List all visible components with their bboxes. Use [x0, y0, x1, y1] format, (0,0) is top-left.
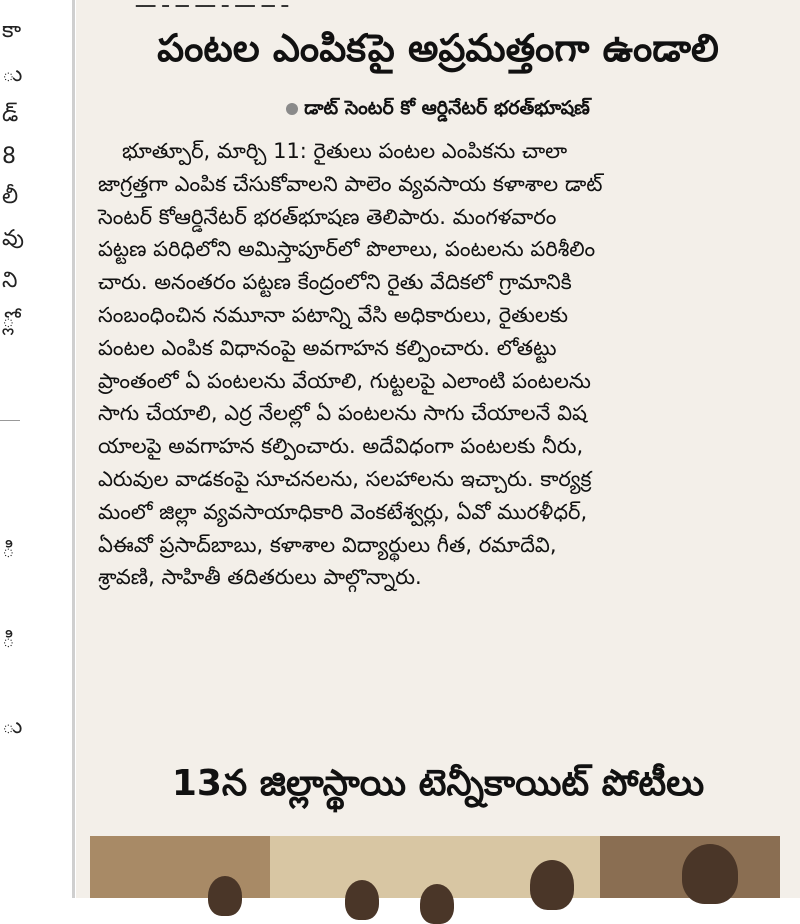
- article-headline: పంటల ఎంపికపై అప్రమత్తంగా ఉండాలి: [157, 26, 719, 70]
- photo-left-section: [90, 836, 270, 898]
- body-line: యాలపై అవగాహన కల్పించారు. అదేవిధంగా పంటలకు నీరు,: [98, 434, 584, 459]
- column-fragment: డ్: [2, 102, 19, 127]
- bullet-icon: [286, 103, 298, 115]
- article-byline: [76, 94, 800, 122]
- body-line: జాగ్రత్తగా ఎంపిక చేసుకోవాలని పాలెం వ్యవసాయ కళాశాల డాట్: [98, 171, 603, 196]
- body-line: సెంటర్ కోఆర్డినేటర్ భరత్‌భూషణ తెలిపారు. మంగళవారం: [98, 204, 557, 229]
- body-line: పట్టణ పరిధిలోని అమిస్తాపూర్‌లో పొలాలు, పంటలను పరిశీలిం: [98, 237, 596, 262]
- body-line: పంటల ఎంపిక విధానంపై అవగాహన కల్పించారు. లోతట్టు: [98, 335, 557, 360]
- body-line: మంలో జిల్లా వ్యవసాయాధికారి వెంకటేశ్వర్లు, ఏవో మురళీధర్,: [98, 499, 588, 524]
- column-gutter: [72, 0, 75, 898]
- body-line: సాగు చేయాలి, ఎర్ర నేలల్లో ఏ పంటలను సాగు చేయాలనే విష: [98, 401, 587, 426]
- body-line: శ్రావణి, సాహితీ తదితరులు పాల్గొన్నారు.: [98, 565, 422, 590]
- person-figure: [345, 880, 379, 920]
- article-photo: [90, 836, 780, 898]
- person-figure: [530, 860, 574, 910]
- person-figure: [682, 844, 738, 904]
- column-fragment: 8: [2, 144, 16, 169]
- column-fragment: వు: [2, 226, 24, 251]
- article-panel: [76, 0, 800, 898]
- person-figure: [208, 876, 242, 916]
- body-line: భూత్పూర్, మార్చి 11: రైతులు పంటల ఎంపికను చాలా: [122, 139, 568, 163]
- person-figure: [420, 884, 454, 924]
- body-line: ఏఈవో ప్రసాద్‌బాబు, కళాశాల విద్యార్థులు గీత, రమాదేవి,: [98, 532, 557, 557]
- column-fragment: కా: [2, 18, 22, 43]
- adjacent-column: [0, 0, 38, 898]
- byline-text: డాట్ సెంటర్ కో ఆర్డినేటర్ భరత్‌భూషణ్: [304, 97, 590, 119]
- column-fragment: ి: [2, 538, 15, 563]
- body-line: ప్రాంతంలో ఏ పంటలను వేయాలి, గుట్టలపై ఎలాంటి పంటలను: [98, 368, 591, 393]
- column-fragment: లీ: [2, 184, 19, 209]
- column-fragment: ని: [2, 268, 18, 293]
- column-fragment: ి: [2, 628, 15, 653]
- article-body: [98, 135, 786, 594]
- column-divider: [0, 420, 20, 421]
- body-line: చారు. అనంతరం పట్టణ కేంద్రంలోని రైతు వేదికలో గ్రామానికి: [98, 270, 572, 295]
- column-fragment: ్లో: [2, 308, 15, 333]
- body-line: సంబంధించిన నమూనా పటాన్ని వేసి అధికారులు, రైతులకు: [98, 302, 568, 327]
- body-line: ఎరువుల వాడకంపై సూచనలను, సలహాలను ఇచ్చారు. కార్యక్ర: [98, 466, 592, 491]
- second-article-headline: 13న జిల్లాస్థాయి టెన్నీకాయిట్ పోటీలు: [171, 763, 705, 804]
- clipped-previous-line: ـ ــ ـــ ـ ـــ ــ ـ ـــ: [136, 0, 289, 13]
- column-fragment: ు: [2, 62, 23, 87]
- column-fragment: ు: [2, 714, 23, 739]
